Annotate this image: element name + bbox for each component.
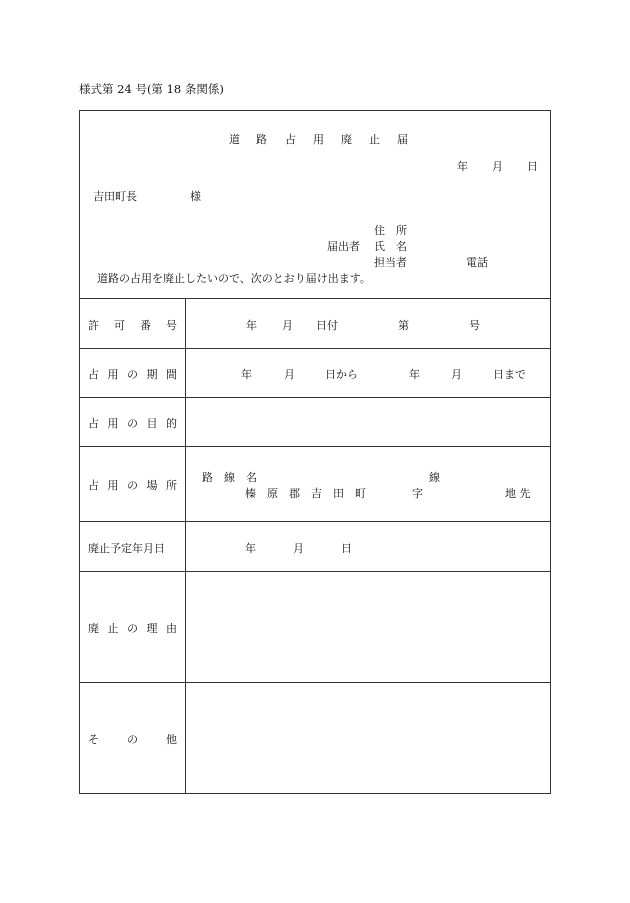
form-number: 様式第 24 号(第 18 条関係)	[79, 82, 224, 96]
header-date-year: 年	[457, 160, 468, 173]
title-char: 届	[397, 133, 408, 146]
phone-label: 電話	[466, 256, 488, 269]
occupancy-purpose-label: 占 用 の 目 的	[88, 417, 177, 430]
title-char: 道	[229, 133, 240, 146]
title-char: 廃	[341, 133, 352, 146]
row-divider	[80, 446, 550, 447]
occupancy-purpose-field[interactable]	[186, 398, 550, 445]
title-char: 用	[313, 133, 324, 146]
header-date-day: 日	[527, 160, 538, 173]
abolition-reason-label: 廃 止 の 理 由	[88, 622, 177, 635]
row-divider	[80, 298, 550, 299]
occupancy-period-label: 占 用 の 期 間	[88, 368, 177, 381]
other-field[interactable]	[186, 683, 550, 793]
title-char: 止	[369, 133, 380, 146]
honorific: 様	[190, 190, 201, 203]
title-char: 路	[256, 133, 267, 146]
contact-label: 担当者	[374, 256, 407, 269]
row-divider	[80, 348, 550, 349]
form-frame: 道 路 占 用 廃 止 届 年 月 日 吉田町長 様 住 所 届出者 氏 名 担当者 電話 道路の占用を廃止したいので、次のとおり届け出ます。 許 可 番 号 年 月 日付 第 号 占 用 の 期 間 年 月 日から 年 月 日まで 占 用 の 目 的 占 用 の 場 所 路 線 名 線 榛 原 郡 吉 田 町 字 地 先 廃止予定年月日 年 月 日 廃 止 の 理 由 そ の 他	[79, 110, 551, 794]
other-label: そ の 他	[88, 733, 177, 746]
title-char: 占	[285, 133, 296, 146]
permit-number-label: 許 可 番 号	[88, 319, 177, 332]
statement: 道路の占用を廃止したいので、次のとおり届け出ます。	[97, 272, 371, 285]
abolition-reason-field[interactable]	[186, 572, 550, 681]
name-label: 氏 名	[374, 240, 407, 253]
address-label: 住 所	[374, 224, 407, 237]
occupancy-place-label: 占 用 の 場 所	[88, 479, 177, 492]
planned-date-label: 廃止予定年月日	[88, 542, 165, 555]
applicant-label: 届出者	[327, 240, 360, 253]
addressee: 吉田町長	[93, 190, 137, 203]
header-date-month: 月	[492, 160, 503, 173]
row-divider	[80, 521, 550, 522]
